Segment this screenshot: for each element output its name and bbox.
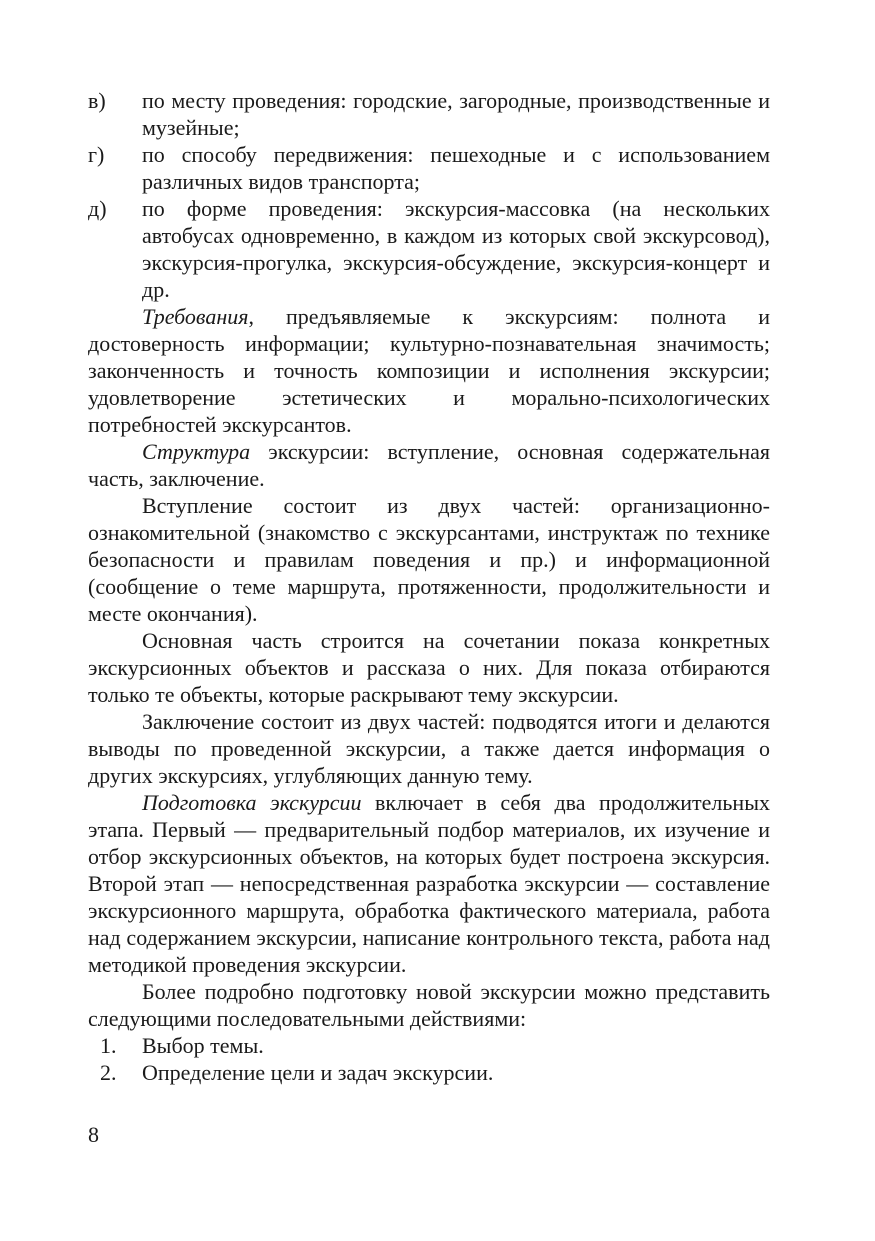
paragraph-conclusion: Заключение состоит из двух частей: подводятся итоги и делаются выводы по проведенной экскурсии, а также дается информация о других экскурсиях, углубляющих данную тему. <box>88 709 770 788</box>
term-italic: Подготовка экскурсии <box>142 790 362 815</box>
paragraph-text: включает в себя два продолжительных этапа. Первый — предварительный подбор материалов, их изучение и отбор экскурсионных объектов, на которых будет построена экскурсия. Второй этап — непосредственная разработка экскурсии — составление экскурсионного маршрута, обработка фактического материала, работа над содержанием экскурсии, написание контрольного текста, работа над методикой проведения экскурсии. <box>88 790 770 977</box>
page-body <box>88 87 770 1086</box>
term-italic: Структура <box>142 439 251 464</box>
paragraph-text: , предъявляемые к экскурсиям: полнота и достоверность информации; культурно-познавательная значимость; законченность и точность композиции и исполнения экскурсии; удовлетворение эстетических и морально-психологических потребностей экскурсантов. <box>88 304 770 437</box>
list-text: по месту проведения: городские, загородные, производственные и музейные; <box>142 88 770 140</box>
paragraph-main-part: Основная часть строится на сочетании показа конкретных экскурсионных объектов и рассказа о них. Для показа отбираются только те объекты, которые раскрывают тему экскурсии. <box>88 628 770 707</box>
list-marker: в) <box>88 88 106 113</box>
term-italic: Требования <box>142 304 249 329</box>
list-item <box>88 195 770 303</box>
paragraph-text: экскурсии: вступление, основная содержательная часть, заключение. <box>88 439 770 491</box>
paragraph-steps-intro: Более подробно подготовку новой экскурсии можно представить следующими последовательными действиями: <box>88 979 770 1031</box>
list-marker: д) <box>88 196 107 221</box>
number-marker: 1. <box>100 1033 117 1058</box>
paragraph-preparation <box>88 789 770 978</box>
list-text: по форме проведения: экскурсия-массовка (на нескольких автобусах одновременно, в каждом из которых свой экскурсовод), экскурсия-прогулка, экскурсия-обсуждение, экскурсия-концерт и др. <box>142 196 770 302</box>
list-marker: г) <box>88 142 105 167</box>
paragraph-requirements <box>88 303 770 438</box>
numbered-text: Выбор темы. <box>142 1033 264 1058</box>
page-number: 8 <box>88 1122 99 1147</box>
paragraph-structure <box>88 438 770 492</box>
paragraph-intro: Вступление состоит из двух частей: организационно-ознакомительной (знакомство с экскурсантами, инструктаж по технике безопасности и правилам поведения и пр.) и информационной (сообщение о теме маршрута, протяженности, продолжительности и месте окончания). <box>88 493 770 626</box>
numbered-text: Определение цели и задач экскурсии. <box>142 1060 494 1085</box>
numbered-item <box>88 1032 770 1059</box>
list-item <box>88 141 770 195</box>
numbered-item <box>88 1059 770 1086</box>
list-item <box>88 87 770 141</box>
list-text: по способу передвижения: пешеходные и с использованием различных видов транспорта; <box>142 142 770 194</box>
number-marker: 2. <box>100 1060 117 1085</box>
